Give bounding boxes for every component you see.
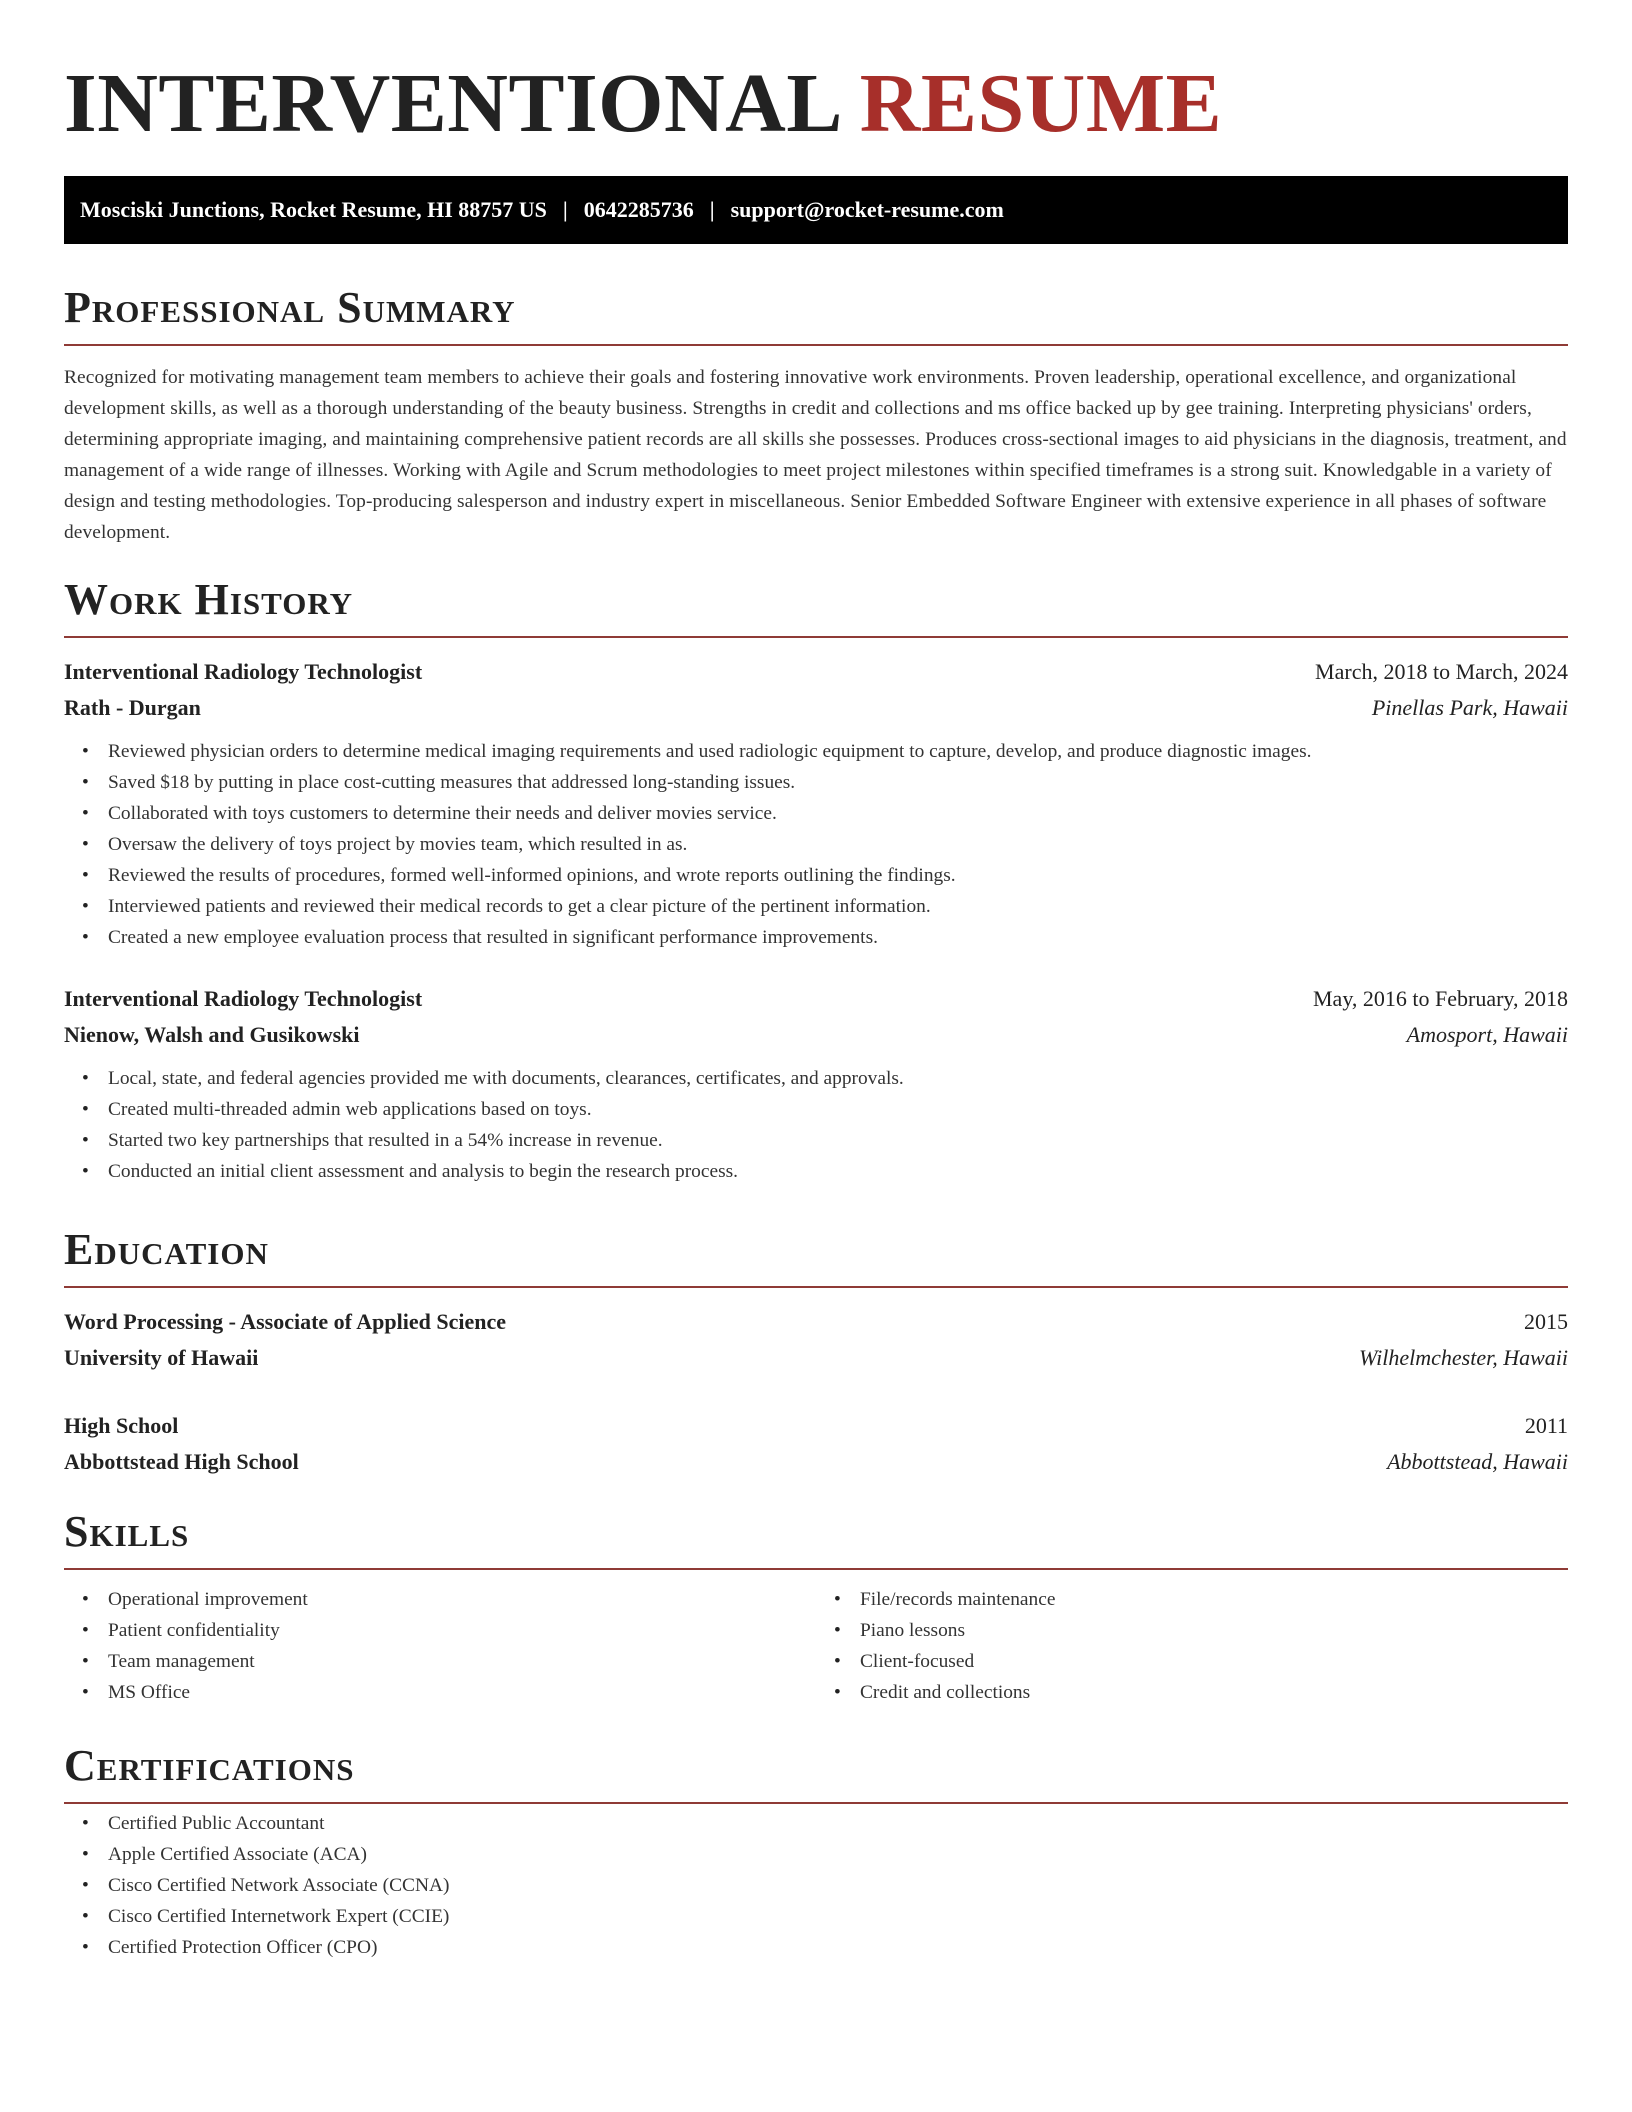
certification-item: • Cisco Certified Network Associate (CCNA)	[108, 1870, 1568, 1901]
skill-item: • Team management	[108, 1646, 816, 1677]
job-company-row	[64, 1017, 1568, 1053]
certification-item: • Certified Protection Officer (CPO)	[108, 1932, 1568, 1963]
section-divider	[64, 1286, 1568, 1288]
summary-section	[64, 280, 1568, 548]
skills-columns	[64, 1574, 1568, 1708]
job-entry	[64, 981, 1568, 1187]
skill-item: • File/records maintenance	[860, 1584, 1568, 1615]
education-year: 2011	[1524, 1413, 1568, 1438]
skill-item: • Piano lessons	[860, 1615, 1568, 1646]
education-entry	[64, 1304, 1568, 1376]
section-divider	[64, 344, 1568, 346]
job-bullet: • Created a new employee evaluation process that resulted in significant performance improvements.	[108, 922, 1568, 953]
skills-heading: Skills	[64, 1507, 190, 1556]
certifications-list	[64, 1808, 1568, 1963]
resume-title	[64, 56, 1222, 152]
education-year: 2015	[1524, 1309, 1568, 1334]
job-bullets	[64, 1063, 1568, 1187]
education-location: Abbottstead, Hawaii	[1387, 1449, 1568, 1474]
certifications-heading: Certifications	[64, 1741, 355, 1790]
education-section	[64, 1222, 1568, 1480]
contact-separator: |	[562, 197, 568, 222]
education-school: University of Hawaii	[64, 1345, 259, 1370]
skill-item: • Credit and collections	[860, 1677, 1568, 1708]
skills-section	[64, 1504, 1568, 1708]
certification-item: • Cisco Certified Internetwork Expert (CCIE)	[108, 1901, 1568, 1932]
education-location: Wilhelmchester, Hawaii	[1359, 1345, 1568, 1370]
education-degree-row	[64, 1408, 1568, 1444]
job-entry	[64, 654, 1568, 953]
title-accent: RESUME	[859, 57, 1223, 150]
job-bullets	[64, 736, 1568, 953]
job-bullet: • Reviewed the results of procedures, formed well-informed opinions, and wrote reports outlining the findings.	[108, 860, 1568, 891]
job-title: Interventional Radiology Technologist	[64, 659, 423, 684]
job-bullet: • Interviewed patients and reviewed their medical records to get a clear picture of the pertinent information.	[108, 891, 1568, 922]
job-bullet: • Local, state, and federal agencies provided me with documents, clearances, certificates, and approvals.	[108, 1063, 1568, 1094]
job-bullet: • Started two key partnerships that resulted in a 54% increase in revenue.	[108, 1125, 1568, 1156]
contact-address: Mosciski Junctions, Rocket Resume, HI 88757 US	[80, 197, 547, 222]
job-location: Amosport, Hawaii	[1406, 1022, 1568, 1047]
job-location: Pinellas Park, Hawaii	[1371, 695, 1568, 720]
skill-item: • Operational improvement	[108, 1584, 816, 1615]
section-divider	[64, 1568, 1568, 1570]
skills-list-left	[64, 1584, 816, 1708]
job-title-row	[64, 654, 1568, 690]
education-entry	[64, 1408, 1568, 1480]
section-divider	[64, 636, 1568, 638]
title-main: INTERVENTIONAL	[64, 57, 839, 150]
job-bullet: • Saved $18 by putting in place cost-cutting measures that addressed long-standing issues.	[108, 767, 1568, 798]
job-bullet: • Reviewed physician orders to determine medical imaging requirements and used radiologic equipment to capture, develop, and produce diagnostic images.	[108, 736, 1568, 767]
contact-email: support@rocket-resume.com	[730, 197, 1004, 222]
contact-separator: |	[709, 197, 715, 222]
education-degree: Word Processing - Associate of Applied Science	[64, 1309, 507, 1334]
work-section	[64, 572, 1568, 1187]
job-bullet: • Oversaw the delivery of toys project by movies team, which resulted in as.	[108, 829, 1568, 860]
skill-item: • MS Office	[108, 1677, 816, 1708]
education-heading: Education	[64, 1225, 269, 1274]
summary-text: Recognized for motivating management team members to achieve their goals and fostering innovative work environments. Proven leadership, operational excellence, and organizational development skills, as well as a thorough understanding of the beauty business. Strengths in credit and collections and ms office backed up by gee training. Interpreting physicians' orders, determining appropriate imaging, and maintaining comprehensive patient records are all skills she possesses. Produces cross-sectional images to aid physicians in the diagnosis, treatment, and management of a wide range of illnesses. Working with Agile and Scrum methodologies to meet project milestones within specified timeframes is a strong suit. Knowledgable in a variety of design and testing methodologies. Top-producing salesperson and industry expert in miscellaneous. Senior Embedded Software Engineer with extensive experience in all phases of software development.	[64, 367, 1567, 543]
job-dates: March, 2018 to March, 2024	[1315, 659, 1568, 684]
education-school-row	[64, 1444, 1568, 1480]
education-school: Abbottstead High School	[64, 1449, 299, 1474]
job-dates: May, 2016 to February, 2018	[1313, 986, 1568, 1011]
job-company: Nienow, Walsh and Gusikowski	[64, 1022, 360, 1047]
certifications-section	[64, 1738, 1568, 1963]
job-title-row	[64, 981, 1568, 1017]
job-company: Rath - Durgan	[64, 695, 201, 720]
job-company-row	[64, 690, 1568, 726]
summary-heading: Professional Summary	[64, 283, 516, 332]
section-divider	[64, 1802, 1568, 1804]
contact-bar	[64, 176, 1568, 244]
education-degree-row	[64, 1304, 1568, 1340]
contact-phone: 0642285736	[583, 197, 694, 222]
work-heading: Work History	[64, 575, 354, 624]
job-bullet: • Conducted an initial client assessment and analysis to begin the research process.	[108, 1156, 1568, 1187]
skill-item: • Patient confidentiality	[108, 1615, 816, 1646]
certification-item: • Apple Certified Associate (ACA)	[108, 1839, 1568, 1870]
skill-item: • Client-focused	[860, 1646, 1568, 1677]
skills-list-right	[816, 1584, 1568, 1708]
job-bullet: • Collaborated with toys customers to determine their needs and deliver movies service.	[108, 798, 1568, 829]
job-title: Interventional Radiology Technologist	[64, 986, 423, 1011]
education-degree: High School	[64, 1413, 179, 1438]
job-bullet: • Created multi-threaded admin web applications based on toys.	[108, 1094, 1568, 1125]
education-school-row	[64, 1340, 1568, 1376]
certification-item: • Certified Public Accountant	[108, 1808, 1568, 1839]
